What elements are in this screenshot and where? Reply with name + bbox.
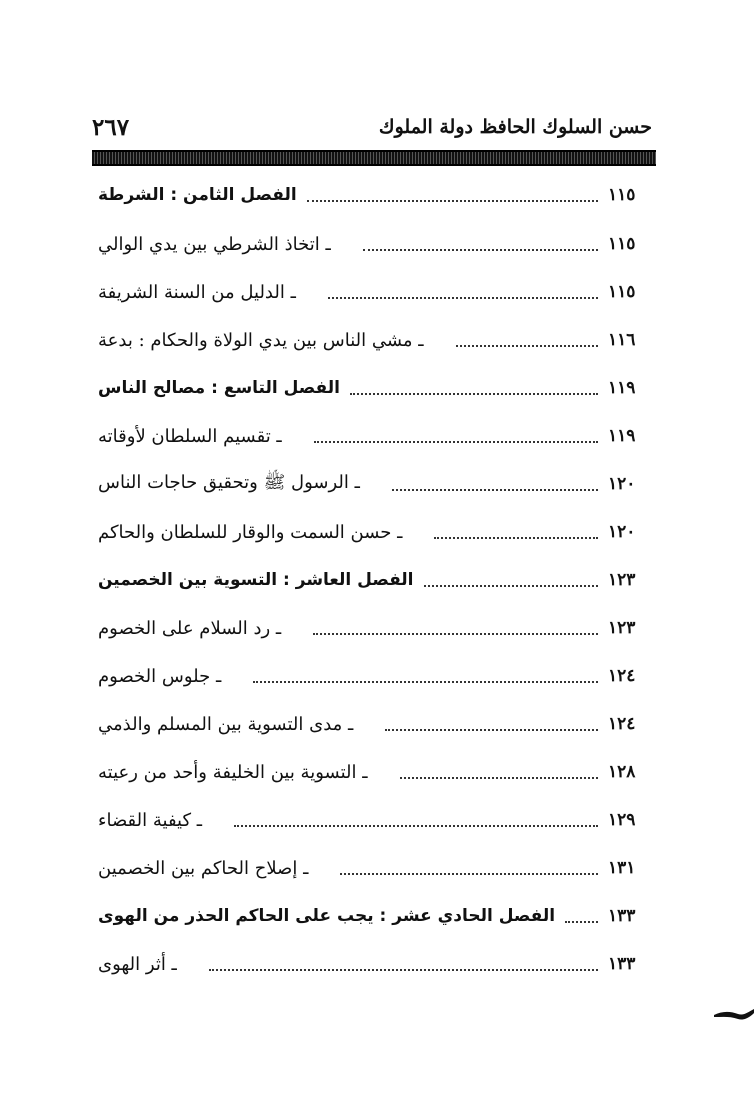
toc-entry <box>98 752 658 792</box>
dot-leader <box>340 873 598 875</box>
toc-entry <box>98 464 658 504</box>
toc-entry <box>98 272 658 312</box>
toc-chapter-entry <box>98 175 658 215</box>
entry-page-number: ١٢٣ <box>608 570 636 590</box>
entry-title: الفصل الثامن : الشرطة <box>98 185 297 205</box>
dot-leader <box>307 200 598 202</box>
dot-leader <box>434 537 598 539</box>
entry-title: ـ مشي الناس بين يدي الولاة والحكام : بدعة <box>98 329 424 351</box>
entry-page-number: ١٣١ <box>608 858 636 878</box>
page-header <box>92 112 656 148</box>
book-title: حسن السلوك الحافظ دولة الملوك <box>378 116 652 138</box>
entry-title: الفصل الحادي عشر : يجب على الحاكم الحذر من الهوى <box>98 906 556 926</box>
dot-leader <box>328 297 598 299</box>
toc-entry <box>98 608 658 648</box>
entry-page-number: ١٢٩ <box>608 810 636 830</box>
entry-title: الفصل العاشر : التسوية بين الخصمين <box>98 570 414 590</box>
toc-entry <box>98 512 658 552</box>
dot-leader <box>385 729 598 731</box>
toc-entry <box>98 848 658 888</box>
entry-title: ـ اتخاذ الشرطي بين يدي الوالي <box>98 233 331 255</box>
entry-title: ـ إصلاح الحاكم بين الخصمين <box>98 857 309 879</box>
entry-title: ـ الدليل من السنة الشريفة <box>98 281 296 303</box>
toc-chapter-entry <box>98 560 658 600</box>
entry-page-number: ١١٩ <box>608 378 636 398</box>
page-number: ٢٦٧ <box>92 114 130 141</box>
entry-page-number: ١١٩ <box>608 426 636 446</box>
entry-page-number: ١٢٤ <box>608 666 636 686</box>
toc-entry <box>98 656 658 696</box>
entry-page-number: ١٢٠ <box>608 522 636 542</box>
entry-page-number: ١٢٨ <box>608 762 636 782</box>
toc-entry <box>98 416 658 456</box>
entry-title: ـ تقسيم السلطان لأوقاته <box>98 425 282 447</box>
printer-mark <box>712 1005 756 1025</box>
toc-entry <box>98 704 658 744</box>
entry-page-number: ١٢٠ <box>608 474 636 494</box>
entry-page-number: ١١٥ <box>608 234 636 254</box>
dot-leader <box>350 393 598 395</box>
toc-entry <box>98 800 658 840</box>
entry-title: ـ مدى التسوية بين المسلم والذمي <box>98 713 354 735</box>
dot-leader <box>314 441 598 443</box>
entry-page-number: ١١٥ <box>608 185 636 205</box>
toc-entry <box>98 224 658 264</box>
entry-page-number: ١١٦ <box>608 330 636 350</box>
dot-leader <box>209 969 598 971</box>
toc-entry <box>98 944 658 984</box>
entry-title: ـ أثر الهوى <box>98 953 177 975</box>
dot-leader <box>424 585 598 587</box>
toc-chapter-entry <box>98 368 658 408</box>
dot-leader <box>456 345 598 347</box>
header-rule <box>92 150 656 166</box>
entry-page-number: ١٢٣ <box>608 618 636 638</box>
dot-leader <box>565 921 598 923</box>
entry-title: ـ حسن السمت والوقار للسلطان والحاكم <box>98 521 403 543</box>
entry-title: ـ الرسول ﷺ وتحقيق حاجات الناس <box>98 472 360 493</box>
dot-leader <box>253 681 598 683</box>
entry-page-number: ١٣٣ <box>608 906 636 926</box>
entry-page-number: ١٣٣ <box>608 954 636 974</box>
entry-title: ـ التسوية بين الخليفة وأحد من رعيته <box>98 761 368 783</box>
entry-title: ـ جلوس الخصوم <box>98 665 222 687</box>
entry-title: ـ رد السلام على الخصوم <box>98 617 282 639</box>
toc-entry <box>98 320 658 360</box>
entry-page-number: ١٢٤ <box>608 714 636 734</box>
entry-title: الفصل التاسع : مصالح الناس <box>98 378 340 398</box>
dot-leader <box>363 249 598 251</box>
dot-leader <box>313 633 598 635</box>
entry-title: ـ كيفية القضاء <box>98 809 203 831</box>
dot-leader <box>234 825 598 827</box>
entry-page-number: ١١٥ <box>608 282 636 302</box>
toc-chapter-entry <box>98 896 658 936</box>
dot-leader <box>392 489 598 491</box>
dot-leader <box>400 777 599 779</box>
